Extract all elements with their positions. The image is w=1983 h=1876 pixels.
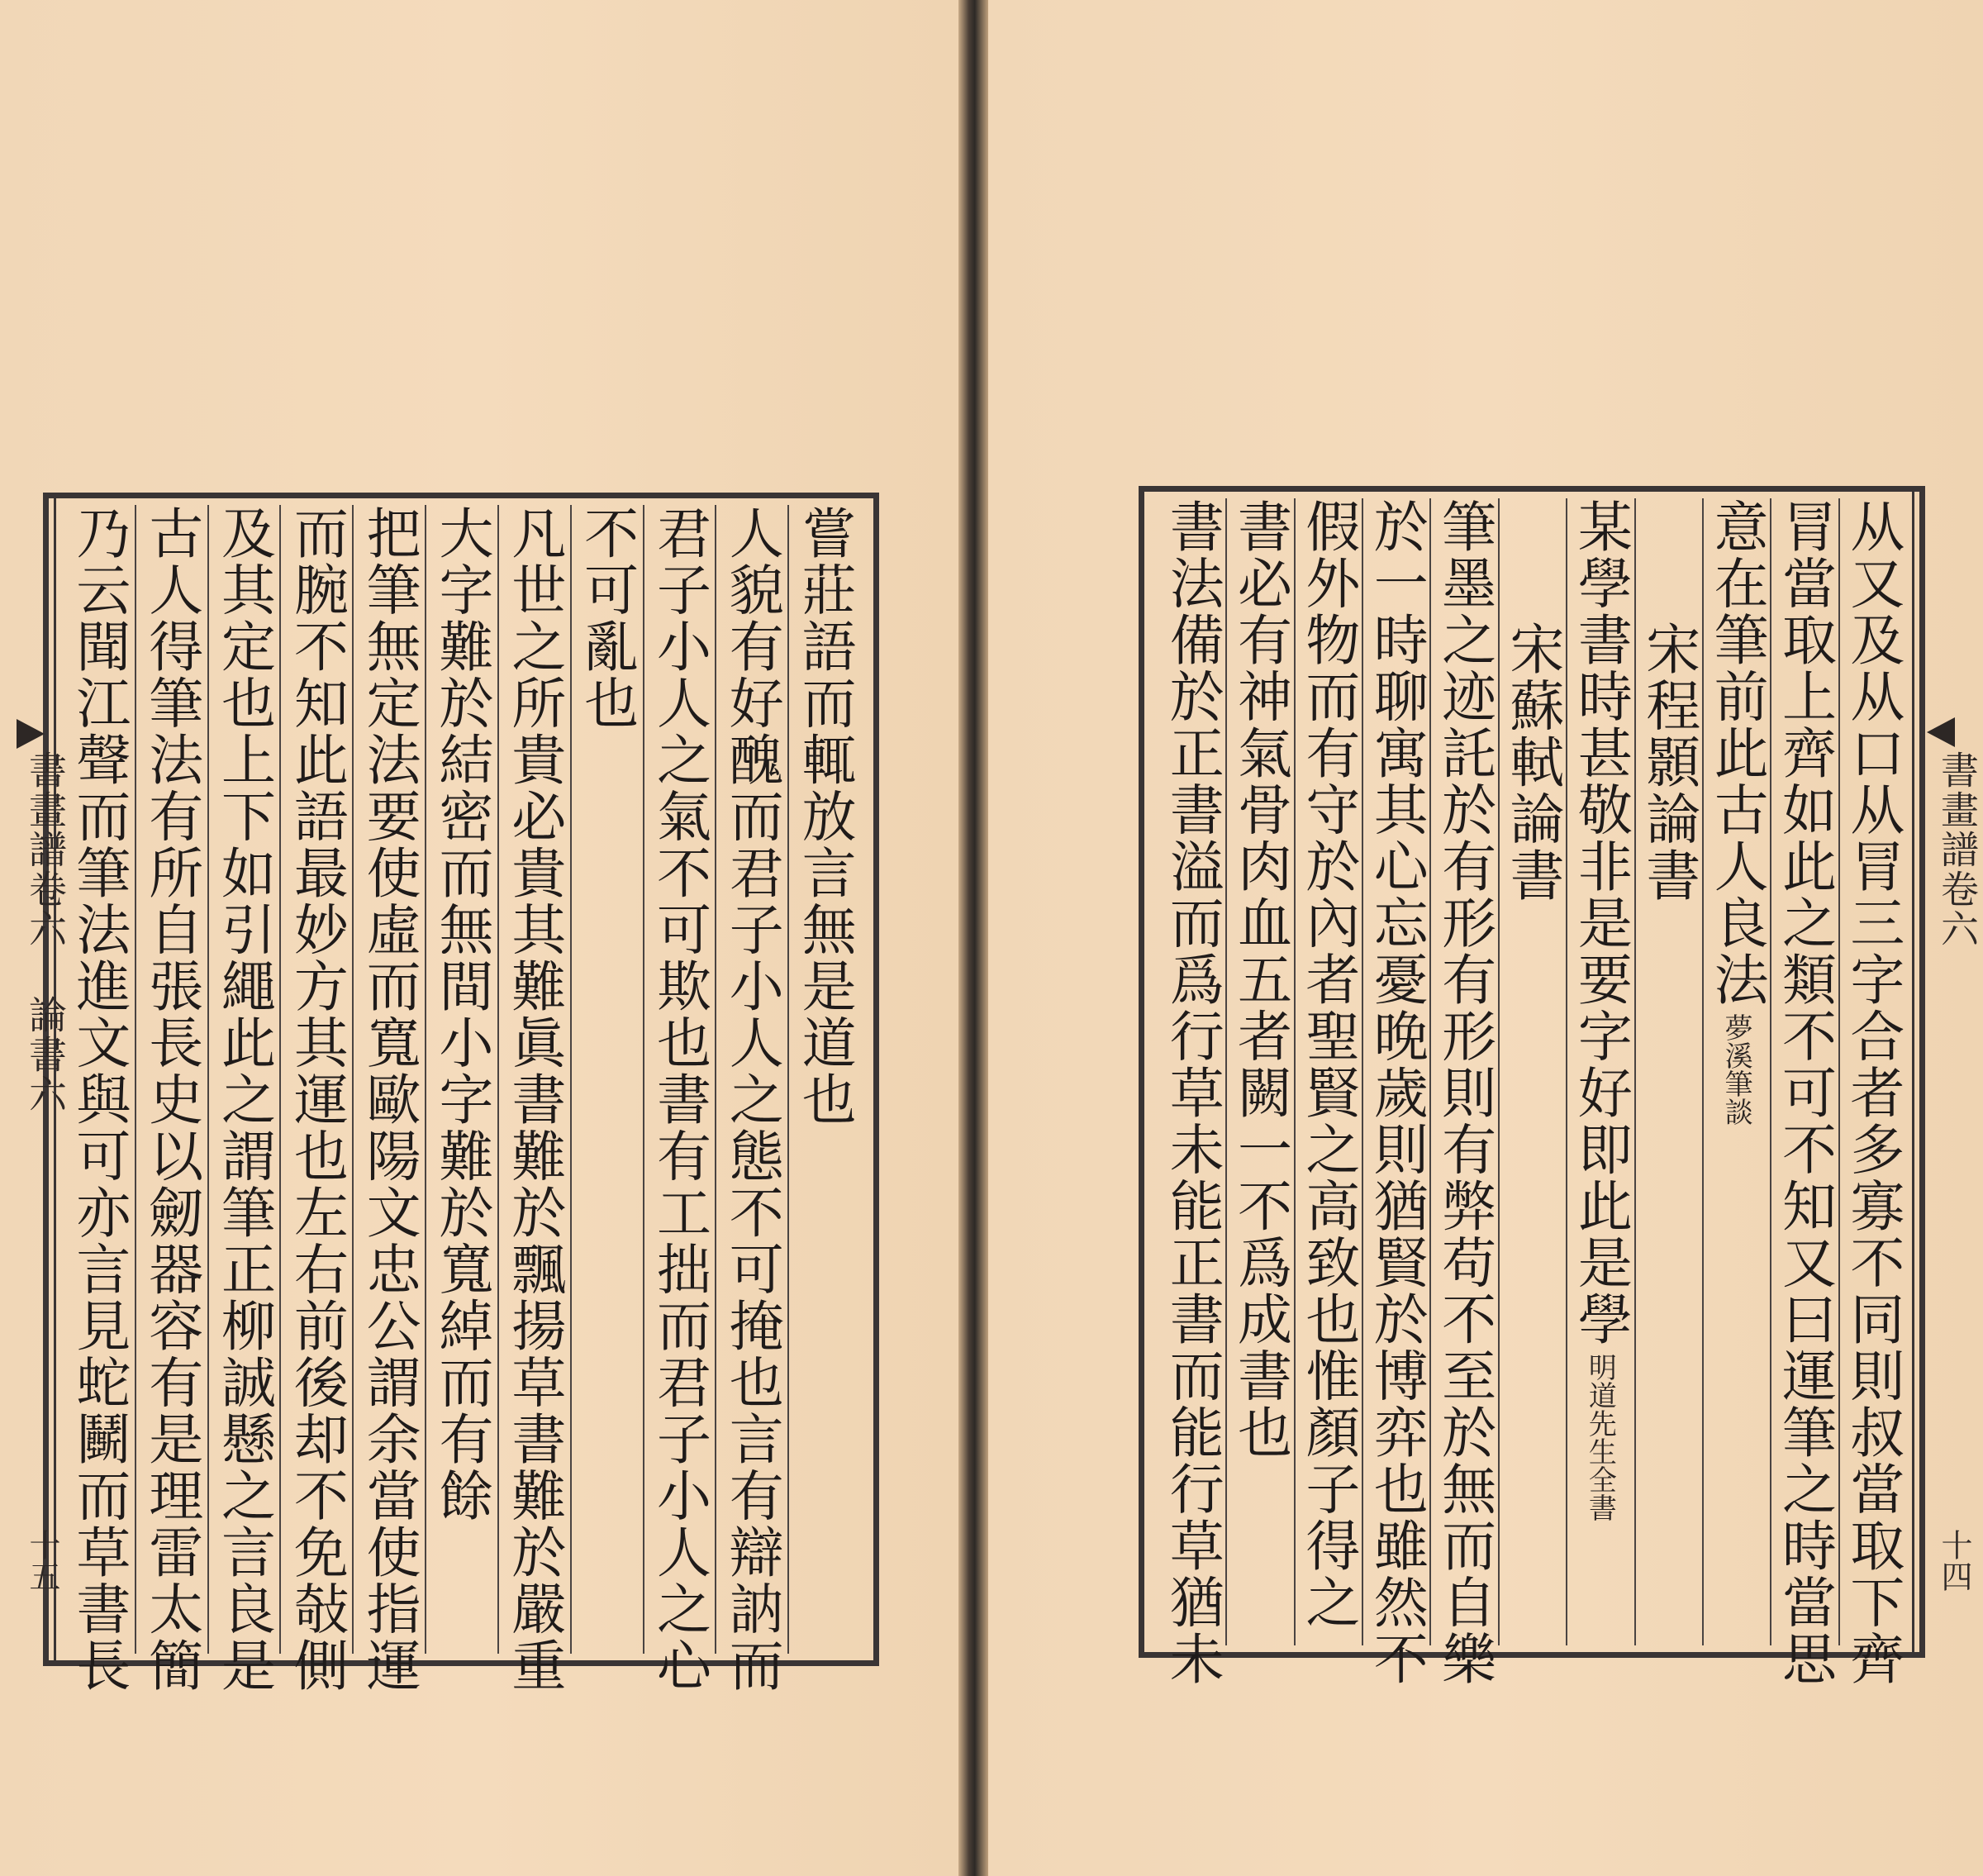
left-page-number: 十五 <box>24 1529 60 1592</box>
column-text: 假外物而有守於內者聖賢之高致也惟顏子得之 <box>1296 498 1360 1631</box>
column-text: 及其定也上下如引繩此之謂筆正柳誠懸之言良是 <box>212 505 276 1694</box>
column-text: 意在筆前此古人良法 <box>1705 498 1769 1008</box>
column-text: 於一時聊寓其心忘憂晚歲則猶賢於博弈也雖然不 <box>1364 498 1429 1688</box>
column-text: 筆墨之迹託於有形有形則有弊苟不至於無而自樂 <box>1432 498 1496 1688</box>
column-text: 嘗莊語而輒放言無是道也 <box>792 505 857 1128</box>
right-margin-title: 書畫譜卷六 <box>1935 750 1980 949</box>
column-text: 宋蘇軾論書 <box>1500 621 1564 904</box>
column-text: 不可亂也 <box>574 505 639 731</box>
text-column <box>1158 498 1225 1688</box>
column-text: 人貌有好醜而君子小人之態不可掩也言有辯訥而 <box>720 505 784 1694</box>
column-rule <box>1225 498 1227 1645</box>
right-page-number: 十四 <box>1936 1529 1972 1592</box>
column-text: 大字難於結密而無間小字難於寬綽而有餘 <box>429 505 493 1524</box>
column-text: 某學書時甚敬非是要字好即此是學 <box>1568 498 1633 1348</box>
column-text: 从又及从口从冐三字合者多寡不同則叔當取下齊 <box>1840 498 1905 1688</box>
column-text: 冐當取上齊如此之類不可不知又曰運筆之時當思 <box>1772 498 1837 1688</box>
column-text: 凡世之所貴必貴其難眞書難於飄揚草書難於嚴重 <box>502 505 566 1694</box>
source-note: 夢溪筆談 <box>1719 1012 1753 1126</box>
column-text: 古人得筆法有所自張長史以劒器容有是理雷太簡 <box>139 505 203 1694</box>
column-text: 乃云聞江聲而筆法進文與可亦言見蛇鬭而草書長 <box>66 505 131 1694</box>
right-text-frame <box>1139 486 1925 1688</box>
column-text: 把筆無定法要使虛而寬歐陽文忠公謂余當使指運 <box>357 505 421 1694</box>
source-note: 明道先生全書 <box>1583 1352 1617 1521</box>
text-column <box>62 505 135 1694</box>
column-text: 書法備於正書溢而爲行草未能正書而能行草猶未 <box>1160 498 1225 1688</box>
column-text: 而腕不知此語最妙方其運也左右前後却不免敧側 <box>284 505 349 1694</box>
fishtail-mark <box>1927 717 1955 747</box>
column-rule <box>135 505 136 1654</box>
column-text: 書必有神氣骨肉血五者闕一不爲成書也 <box>1228 498 1292 1461</box>
column-text: 宋程顥論書 <box>1636 621 1700 904</box>
column-text: 君子小人之氣不可欺也書有工拙而君子小人之心 <box>647 505 711 1694</box>
left-margin-title: 書畫譜卷六 論書六 <box>23 750 68 1114</box>
fishtail-mark <box>17 719 45 749</box>
